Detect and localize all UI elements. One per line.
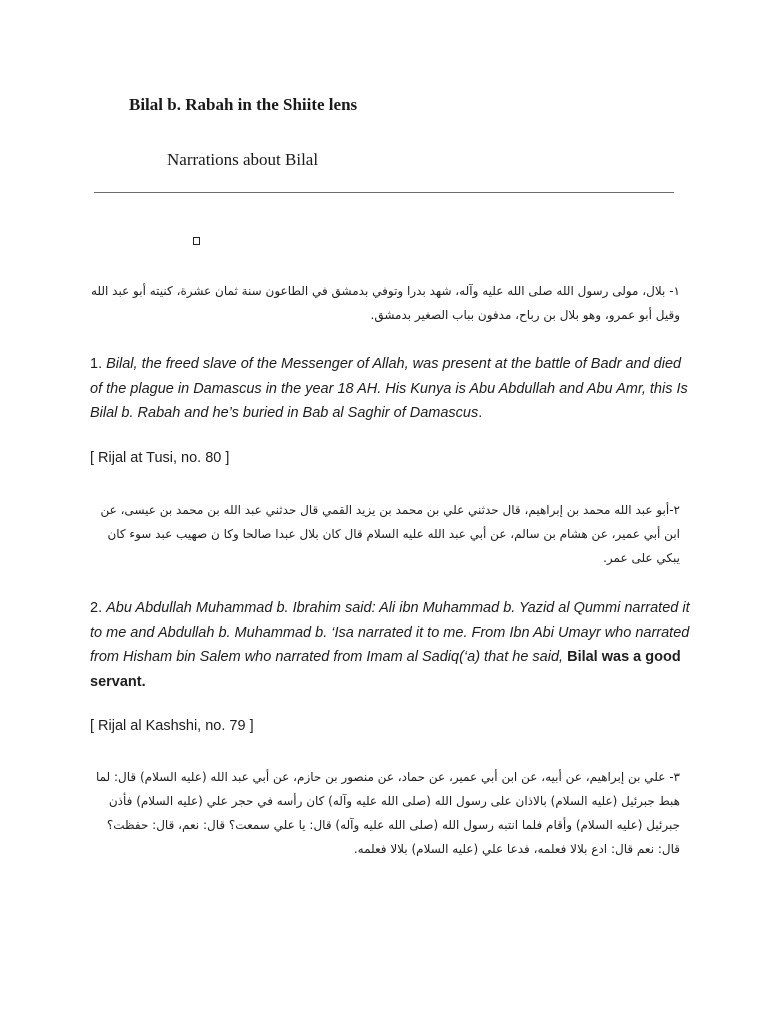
narration-2-english: [90, 596, 690, 694]
narration-1-number: 1.: [90, 356, 103, 372]
narration-3-arabic: ٣- علي بن إبراهيم، عن أبيه، عن ابن أبي عمير، عن حماد، عن منصور بن حازم، عن أبي عبد الله (عليه السلام) قال: لما هبط جبرئيل (عليه السلام) بالاذان على رسول الله (صلى الله عليه وآله) كان رأسه في حجر علي (عليه السلام) فأذن جبرئيل (عليه السلام) وأقام فلما انتبه رسول الله (صلى الله عليه وآله) قال: يا علي سمعت؟ قال: نعم، قال: حفظت؟ قال: نعم قال: ادع بلالا فعلمه، فدعا علي (عليه السلام) بلالا فعلمه.: [95, 770, 680, 856]
narration-2-bold: Bilal was a good servant.: [90, 649, 681, 690]
horizontal-divider: [94, 192, 674, 193]
narration-1-translation: Bilal, the freed slave of the Messenger of Allah, was present at the battle of Badr and died of the plague in Damascus in the year 18 AH. His Kunya is Abu Abdullah and Abu Amr, this Is Bilal b. Rabah and he’s buried in Bab al Saghir of Damascus: [90, 356, 688, 421]
narration-2-arabic: ٢-أبو عبد الله محمد بن إبراهيم، قال حدثني علي بن محمد بن يزيد القمي قال حدثني عبد الله بن محمد بن عيسى، عن ابن أبي عمير، عن هشام بن سالم، عن أبي عبد الله عليه السلام قال كان بلال عبدا صالحا وكا ن صهيب عبد سوء كان يبكي على عمر.: [100, 503, 680, 565]
narration-1-citation: [ Rijal at Tusi, no. 80 ]: [90, 450, 230, 466]
page-title: Bilal b. Rabah in the Shiite lens: [129, 95, 358, 114]
narration-2-number: 2.: [90, 600, 103, 616]
section-title: Narrations about Bilal: [167, 150, 319, 169]
narration-2-citation: [ Rijal al Kashshi, no. 79 ]: [90, 718, 254, 734]
missing-glyph-icon: [193, 237, 200, 245]
narration-1-arabic: ١- بلال، مولى رسول الله صلى الله عليه وآله، شهد بدرا وتوفي بدمشق في الطاعون سنة ثمان عشرة، كنيته أبو عبد الله وقيل أبو عمرو، وهو بلال بن رباح، مدفون بباب الصغير بدمشق.: [90, 284, 680, 322]
narration-1-end: .: [478, 405, 483, 421]
narration-2-translation: Abu Abdullah Muhammad b. Ibrahim said: Ali ibn Muhammad b. Yazid al Qummi narrated it to me and Abdullah b. Muhammad b. ‘Isa narrated it to me. From Ibn Abi Umayr who narrated from Hisham bin Salem who narrated from Imam al Sadiq(‘a) that he said,: [90, 600, 690, 665]
narration-1-english: [90, 352, 690, 426]
